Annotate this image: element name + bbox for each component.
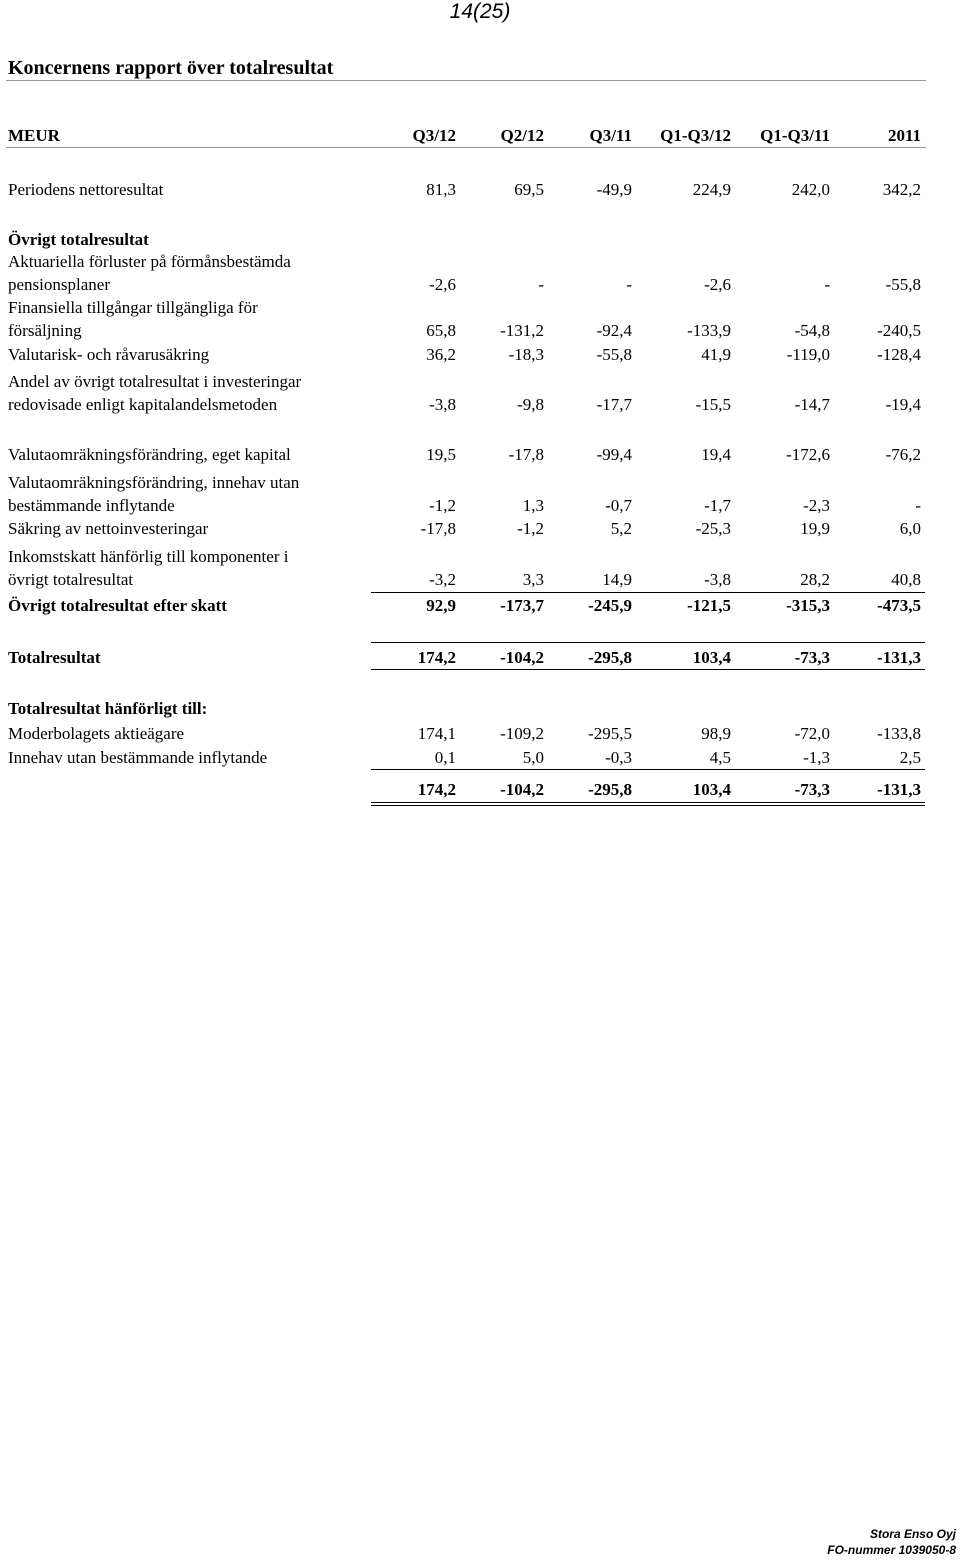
section-heading-row	[0, 698, 960, 720]
cell-value: -0,3	[605, 748, 632, 767]
cell-value: -73,3	[794, 648, 830, 667]
cell-value: -315,3	[786, 596, 830, 615]
cell-value: -49,9	[596, 180, 632, 199]
row-label: övrigt totalresultat	[8, 570, 134, 589]
cell-value: 19,9	[800, 519, 830, 538]
row-label: Aktuariella förluster på förmånsbestämda	[8, 252, 291, 271]
cell-value: 5,2	[610, 519, 632, 538]
row-label: Moderbolagets aktieägare	[8, 724, 185, 743]
row-label: Säkring av nettoinvesteringar	[8, 519, 209, 538]
cell-value: -99,4	[596, 445, 632, 464]
row-label: redovisade enligt kapitalandelsmetoden	[8, 395, 278, 414]
cell-value: 5,0	[522, 748, 544, 767]
table-row	[0, 472, 960, 494]
cell-value: -295,8	[588, 648, 632, 667]
column-header: Q2/12	[500, 126, 544, 145]
table-row	[0, 394, 960, 416]
cell-value: -17,8	[420, 519, 456, 538]
cell-value: 174,2	[417, 780, 456, 799]
section-heading-row	[0, 229, 960, 251]
cell-value: -172,6	[786, 445, 830, 464]
cell-value: 41,9	[701, 345, 731, 364]
cell-value: 0,1	[434, 748, 456, 767]
cell-value: -92,4	[596, 321, 632, 340]
total-bottom-rule	[371, 669, 925, 670]
table-row	[0, 179, 960, 201]
cell-value: -104,2	[500, 780, 544, 799]
cell-value: 19,4	[701, 445, 731, 464]
table-row	[0, 495, 960, 517]
header-divider	[6, 147, 926, 148]
cell-value: -	[626, 275, 632, 294]
section-heading: Totalresultat hänförligt till:	[8, 699, 208, 718]
cell-value: 81,3	[426, 180, 456, 199]
cell-value: -76,2	[885, 445, 921, 464]
table-row	[0, 569, 960, 591]
cell-value: -1,2	[517, 519, 544, 538]
table-row	[0, 371, 960, 393]
cell-value: -128,4	[877, 345, 921, 364]
cell-value: 3,3	[522, 570, 544, 589]
cell-value: -245,9	[588, 596, 632, 615]
cell-value: 224,9	[692, 180, 731, 199]
cell-value: 4,5	[709, 748, 731, 767]
cell-value: 36,2	[426, 345, 456, 364]
page-number: 14(25)	[449, 0, 511, 23]
cell-value: -0,7	[605, 496, 632, 515]
cell-value: 28,2	[800, 570, 830, 589]
row-label: Valutarisk- och råvarusäkring	[8, 345, 210, 364]
cell-value: -133,9	[687, 321, 731, 340]
table-row	[0, 518, 960, 540]
total-top-rule	[371, 642, 925, 643]
table-row	[0, 747, 960, 769]
cell-value: -54,8	[794, 321, 830, 340]
cell-value: -73,3	[794, 780, 830, 799]
cell-value: -104,2	[500, 648, 544, 667]
subtotal-rule	[371, 592, 925, 593]
cell-value: -17,7	[596, 395, 632, 414]
row-label: försäljning	[8, 321, 82, 340]
row-label: Periodens nettoresultat	[8, 180, 164, 199]
cell-value: -119,0	[786, 345, 830, 364]
cell-value: -55,8	[596, 345, 632, 364]
table-row	[0, 251, 960, 273]
column-header: Q1-Q3/12	[660, 126, 731, 145]
table-row	[0, 320, 960, 342]
cell-value: -3,8	[704, 570, 731, 589]
cell-value: -55,8	[885, 275, 921, 294]
cell-value: -121,5	[687, 596, 731, 615]
report-title: Koncernens rapport över totalresultat	[8, 57, 334, 79]
cell-value: -109,2	[500, 724, 544, 743]
cell-value: 342,2	[882, 180, 921, 199]
cell-value: -	[538, 275, 544, 294]
row-label: Innehav utan bestämmande inflytande	[8, 748, 268, 767]
column-header: Q3/11	[589, 126, 632, 145]
table-row	[0, 344, 960, 366]
table-row	[0, 274, 960, 296]
cell-value: 103,4	[692, 780, 731, 799]
cell-value: -131,2	[500, 321, 544, 340]
attribution-rule	[371, 769, 925, 770]
table-row	[0, 723, 960, 745]
cell-value: 98,9	[701, 724, 731, 743]
cell-value: -3,8	[429, 395, 456, 414]
cell-value: -1,7	[704, 496, 731, 515]
header-unit-label: MEUR	[8, 126, 60, 145]
row-label: Inkomstskatt hänförlig till komponenter i	[8, 547, 289, 566]
row-label: Finansiella tillgångar tillgängliga för	[8, 298, 258, 317]
row-label: Valutaomräkningsförändring, eget kapital	[8, 445, 291, 464]
column-header: Q1-Q3/11	[760, 126, 830, 145]
subtotal-row	[0, 595, 960, 617]
cell-value: 65,8	[426, 321, 456, 340]
row-label: pensionsplaner	[8, 275, 110, 294]
column-header: 2011	[887, 126, 921, 145]
row-label: Övrigt totalresultat efter skatt	[8, 596, 227, 615]
cell-value: -1,2	[429, 496, 456, 515]
table-row	[0, 444, 960, 466]
cell-value: -18,3	[508, 345, 544, 364]
cell-value: 92,9	[426, 596, 456, 615]
cell-value: -	[915, 496, 921, 515]
cell-value: -14,7	[794, 395, 830, 414]
cell-value: -131,3	[877, 780, 921, 799]
double-rule-bottom	[371, 805, 925, 806]
cell-value: 2,5	[899, 748, 921, 767]
section-heading: Övrigt totalresultat	[8, 230, 149, 249]
cell-value: 1,3	[522, 496, 544, 515]
cell-value: -131,3	[877, 648, 921, 667]
double-rule-top	[371, 802, 925, 803]
cell-value: -19,4	[885, 395, 921, 414]
row-label: Valutaomräkningsförändring, innehav utan	[8, 473, 300, 492]
row-label: bestämmande inflytande	[8, 496, 175, 515]
cell-value: -17,8	[508, 445, 544, 464]
cell-value: -2,6	[429, 275, 456, 294]
cell-value: -25,3	[695, 519, 731, 538]
cell-value: -295,5	[588, 724, 632, 743]
column-header: Q3/12	[412, 126, 456, 145]
cell-value: -9,8	[517, 395, 544, 414]
cell-value: 242,0	[791, 180, 830, 199]
table-header-row	[0, 125, 960, 147]
cell-value: 6,0	[899, 519, 921, 538]
cell-value: -295,8	[588, 780, 632, 799]
cell-value: -173,7	[500, 596, 544, 615]
cell-value: 19,5	[426, 445, 456, 464]
cell-value: -2,6	[704, 275, 731, 294]
cell-value: -473,5	[877, 596, 921, 615]
attribution-total-row	[0, 779, 960, 801]
cell-value: 69,5	[514, 180, 544, 199]
row-label: Totalresultat	[8, 648, 101, 667]
row-label: Andel av övrigt totalresultat i investeringar	[8, 372, 302, 391]
cell-value: -3,2	[429, 570, 456, 589]
cell-value: -	[824, 275, 830, 294]
table-row	[0, 546, 960, 568]
cell-value: -1,3	[803, 748, 830, 767]
footer-company: Stora Enso Oyj	[869, 1527, 956, 1541]
total-row	[0, 647, 960, 669]
cell-value: 14,9	[602, 570, 632, 589]
cell-value: 103,4	[692, 648, 731, 667]
cell-value: -2,3	[803, 496, 830, 515]
cell-value: -15,5	[695, 395, 731, 414]
cell-value: -240,5	[877, 321, 921, 340]
cell-value: -133,8	[877, 724, 921, 743]
footer-registration: FO-nummer 1039050-8	[827, 1543, 956, 1557]
cell-value: 174,1	[417, 724, 456, 743]
title-divider	[6, 80, 926, 81]
cell-value: 40,8	[891, 570, 921, 589]
cell-value: 174,2	[417, 648, 456, 667]
cell-value: -72,0	[794, 724, 830, 743]
table-row	[0, 297, 960, 319]
